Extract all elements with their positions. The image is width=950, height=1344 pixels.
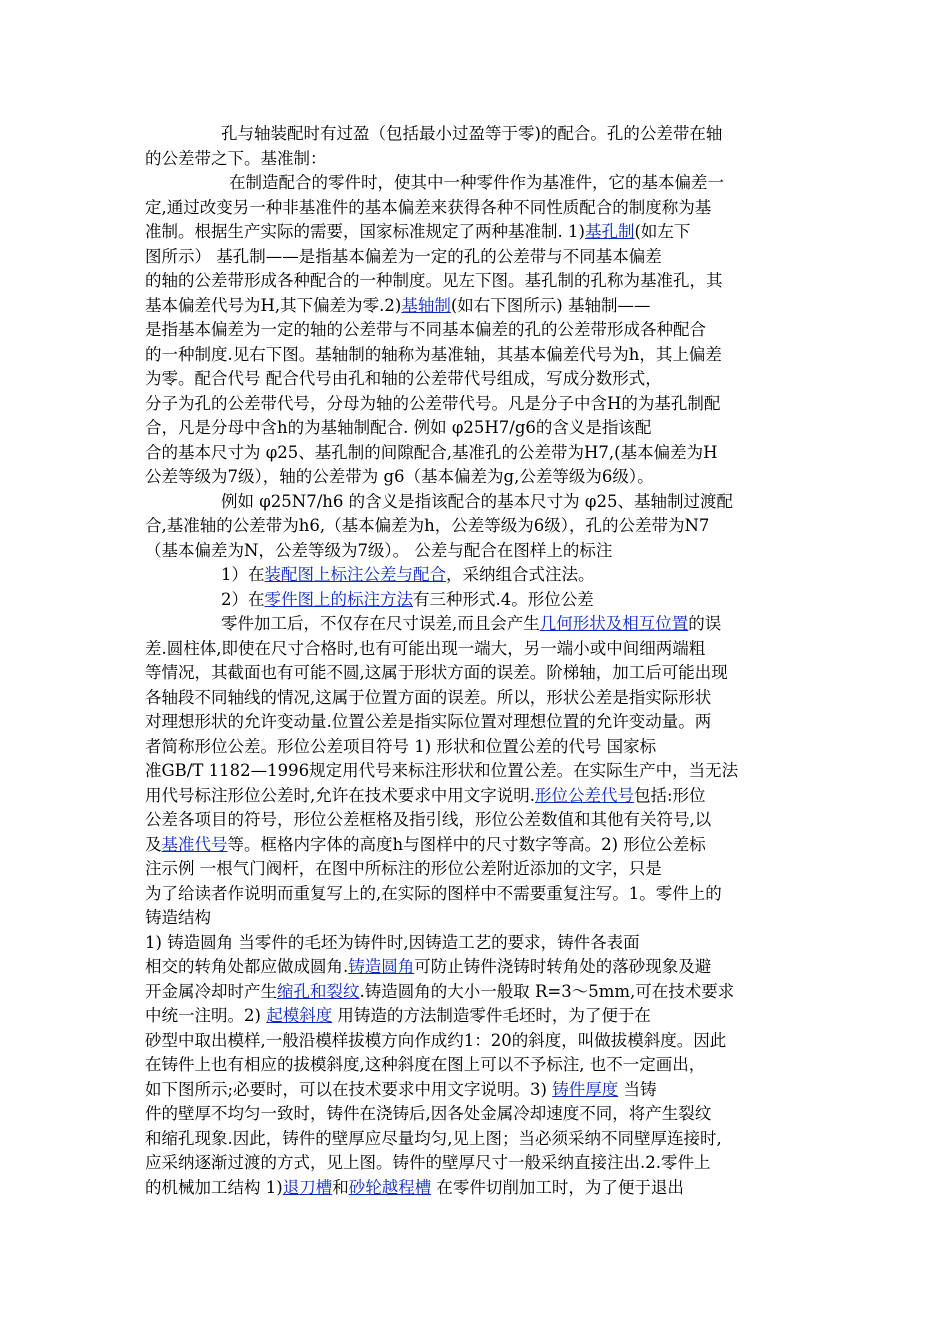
- text-line: [145, 980, 807, 1005]
- text-line: [145, 171, 807, 196]
- text-line: [145, 392, 807, 417]
- text-run: 等。框格内字体的高度h与图样中的尺寸数字等高。2) 形位公差标: [227, 834, 706, 854]
- text-line: [145, 318, 807, 343]
- text-run: 包括:形位: [634, 785, 706, 805]
- text-line: [145, 490, 807, 515]
- text-line: [145, 1004, 807, 1029]
- text-run: 如下图所示;必要时，可以在技术要求中用文字说明。3): [145, 1079, 553, 1099]
- text-run: 开金属冷却时产生: [145, 981, 277, 1001]
- text-run: 准制。根据生产实际的需要，国家标准规定了两种基准制. 1): [145, 222, 585, 241]
- text-line: [145, 906, 807, 931]
- text-run: 的机械加工结构 1): [145, 1177, 283, 1197]
- text-run: 准GB/T 1182—1996规定用代号来标注形状和位置公差。在实际生产中，当无法: [145, 761, 739, 780]
- text-run: 中统一注明。2): [145, 1006, 267, 1025]
- text-run: 公差各项目的符号，形位公差框格及指引线，形位公差数值和其他有关符号,以: [145, 810, 712, 829]
- text-run: 合的基本尺寸为 φ25、基孔制的间隙配合,基准孔的公差带为H7,(基本偏差为H: [145, 442, 718, 462]
- text-line: [145, 808, 807, 833]
- text-line: [145, 514, 807, 539]
- text-line: [145, 857, 807, 882]
- text-run: 在铸件上也有相应的拔模斜度,这种斜度在图上可以不予标注, 也不一定画出，: [145, 1055, 706, 1074]
- text-link[interactable]: 零件图上的标注方法: [264, 589, 413, 609]
- text-line: [145, 1176, 807, 1201]
- text-line: [145, 955, 807, 980]
- text-line: [145, 759, 807, 784]
- text-line: [145, 735, 807, 760]
- text-link[interactable]: 基准代号: [161, 834, 228, 854]
- text-link[interactable]: 基孔制: [584, 222, 635, 241]
- text-link[interactable]: 砂轮越程槽: [348, 1177, 432, 1197]
- text-run: (如左下: [634, 222, 691, 241]
- text-run: 可防止铸件浇铸时转角处的落砂现象及避: [414, 957, 712, 976]
- text-line: [145, 147, 807, 172]
- text-run: 差.圆柱体,即使在尺寸合格时,也有可能出现一端大，另一端小或中间细两端粗: [145, 638, 706, 658]
- text-line: [145, 1127, 807, 1152]
- text-run: 1）在: [221, 565, 265, 584]
- text-run: 件的壁厚不均匀一致时，铸件在浇铸后,因各处金属冷却速度不同，将产生裂纹: [145, 1104, 712, 1123]
- text-run: 有三种形式.4。形位公差: [413, 589, 594, 609]
- text-run: 用代号标注形位公差时,允许在技术要求中用文字说明.: [145, 785, 535, 805]
- text-run: ，采纳组合式注法。: [446, 565, 595, 584]
- text-run: 合,基准轴的公差带为h6,（基本偏差为h，公差等级为6级），孔的公差带为N7: [145, 516, 710, 535]
- text-run: 注示例 一根气门阀杆，在图中所标注的形位公差附近添加的文字，只是: [145, 859, 662, 878]
- text-line: [145, 661, 807, 686]
- text-link[interactable]: 缩孔和裂纹: [277, 981, 360, 1001]
- text-run: 为零。配合代号 配合代号由孔和轴的公差带代号组成，写成分数形式，: [145, 369, 662, 388]
- text-run: 相交的转角处都应做成圆角.: [145, 957, 349, 976]
- text-line: [145, 220, 807, 245]
- text-run: 及: [145, 834, 162, 854]
- text-run: 的轴的公差带形成各种配合的一种制度。见左下图。基孔制的孔称为基准孔，其: [145, 271, 723, 290]
- text-line: [145, 710, 807, 735]
- text-line: [145, 441, 807, 466]
- text-run: 当铸: [618, 1079, 657, 1099]
- text-run: (如右下图所示) 基轴制——: [450, 295, 651, 315]
- text-run: （基本偏差为N，公差等级为7级）。 公差与配合在图样上的标注: [145, 540, 613, 560]
- text-run: 的误: [688, 614, 722, 633]
- text-line: [145, 416, 807, 441]
- text-run: 图所示） 基孔制——是指基本偏差为一定的孔的公差带与不同基本偏差: [145, 246, 662, 266]
- text-link[interactable]: 铸件厚度: [552, 1079, 619, 1099]
- text-run: 的公差带之下。基准制：: [145, 148, 327, 168]
- text-link[interactable]: 基轴制: [401, 295, 451, 315]
- text-line: [145, 588, 807, 613]
- text-line: [145, 612, 807, 637]
- text-line: [145, 539, 807, 564]
- text-run: 为了给读者作说明而重复写上的,在实际的图样中不需要重复注写。1。零件上的: [145, 883, 722, 903]
- text-run: 等情况，其截面也有可能不圆,这属于形状方面的误差。阶梯轴，加工后可能出现: [145, 663, 728, 682]
- text-line: [145, 343, 807, 368]
- text-link[interactable]: 几何形状及相互位置: [539, 614, 689, 633]
- text-run: 定,通过改变另一种非基准件的基本偏差来获得各种不同性质配合的制度称为基: [145, 197, 712, 217]
- text-link[interactable]: 形位公差代号: [535, 785, 634, 805]
- text-line: [145, 686, 807, 711]
- text-run: 2）在: [221, 589, 265, 609]
- text-run: 对理想形状的允许变动量.位置公差是指实际位置对理想位置的允许变动量。两: [145, 712, 712, 731]
- document-body: [145, 122, 807, 1200]
- text-run: 砂型中取出模样,一般沿模样拔模方向作成约1：20的斜度，叫做拔模斜度。因此: [145, 1030, 727, 1050]
- text-line: [145, 1053, 807, 1078]
- text-run: 用铸造的方法制造零件毛坯时，为了便于在: [332, 1006, 651, 1025]
- text-line: [145, 1151, 807, 1176]
- text-link[interactable]: 铸造圆角: [348, 957, 415, 976]
- text-line: [145, 269, 807, 294]
- text-line: [145, 1078, 807, 1103]
- text-link[interactable]: 装配图上标注公差与配合: [264, 565, 446, 584]
- text-line: [145, 637, 807, 662]
- text-run: 是指基本偏差为一定的轴的公差带与不同基本偏差的孔的公差带形成各种配合: [145, 320, 706, 339]
- text-line: [145, 833, 807, 858]
- text-line: [145, 1029, 807, 1054]
- text-run: 合，凡是分母中含h的为基轴制配合. 例如 φ25H7/g6的含义是指该配: [145, 418, 652, 437]
- text-run: .铸造圆角的大小一般取 R=3～5mm,可在技术要求: [359, 981, 735, 1001]
- text-line: [145, 465, 807, 490]
- text-line: [145, 882, 807, 907]
- text-run: 分子为孔的公差带代号，分母为轴的公差带代号。凡是分子中含H的为基孔制配: [145, 393, 721, 413]
- text-line: [145, 367, 807, 392]
- text-run: 基本偏差代号为H,其下偏差为零.2): [145, 295, 402, 315]
- text-run: 1) 铸造圆角 当零件的毛坯为铸件时,因铸造工艺的要求，铸件各表面: [145, 932, 640, 952]
- text-run: 各轴段不同轴线的情况,这属于位置方面的误差。所以，形状公差是指实际形状: [145, 687, 712, 707]
- text-line: [145, 245, 807, 270]
- text-run: 应采纳逐渐过渡的方式，见上图。铸件的壁厚尺寸一般采纳直接注出.2.零件上: [145, 1153, 711, 1172]
- text-run: 公差等级为7级），轴的公差带为 g6（基本偏差为g,公差等级为6级）。: [145, 467, 654, 486]
- text-link[interactable]: 退刀槽: [282, 1177, 333, 1197]
- text-line: [145, 122, 807, 147]
- text-line: [145, 294, 807, 319]
- text-run: 和缩孔现象.因此，铸件的壁厚应尽量均匀,见上图；当必须采纳不同壁厚连接时,: [145, 1128, 722, 1148]
- text-run: 的一种制度.见右下图。基轴制的轴称为基准轴，其基本偏差代号为h，其上偏差: [145, 344, 722, 364]
- text-line: [145, 1102, 807, 1127]
- text-run: 例如 φ25N7/h6 的含义是指该配合的基本尺寸为 φ25、基轴制过渡配: [221, 491, 733, 511]
- text-line: [145, 563, 807, 588]
- text-run: 在制造配合的零件时，使其中一种零件作为基准件，它的基本偏差一: [229, 173, 724, 192]
- text-line: [145, 196, 807, 221]
- text-run: 在零件切削加工时，为了便于退出: [431, 1177, 684, 1197]
- text-line: [145, 784, 807, 809]
- text-run: 零件加工后，不仅存在尺寸误差,而且会产生: [221, 614, 540, 633]
- text-run: 孔与轴装配时有过盈（包括最小过盈等于零)的配合。孔的公差带在轴: [221, 124, 723, 143]
- text-line: [145, 931, 807, 956]
- text-run: 铸造结构: [145, 908, 211, 927]
- text-run: 者简称形位公差。形位公差项目符号 1) 形状和位置公差的代号 国家标: [145, 736, 657, 756]
- text-link[interactable]: 起模斜度: [266, 1006, 333, 1025]
- text-run: 和: [332, 1177, 349, 1197]
